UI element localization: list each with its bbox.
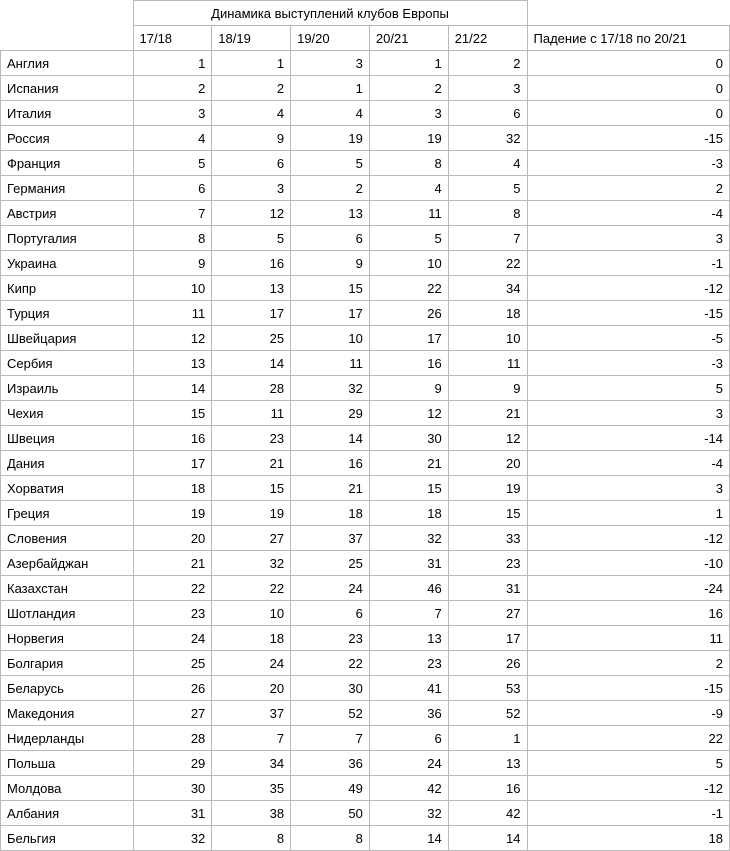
rank-cell: 11 — [448, 351, 527, 376]
table-row — [1, 801, 730, 826]
table-row — [1, 201, 730, 226]
rank-cell: 14 — [448, 826, 527, 851]
title-row-spacer-right — [527, 1, 730, 26]
delta-cell: -3 — [527, 151, 730, 176]
table-row — [1, 576, 730, 601]
rank-cell: 10 — [291, 326, 370, 351]
rank-cell: 6 — [212, 151, 291, 176]
country-cell: Сербия — [1, 351, 134, 376]
delta-cell: 16 — [527, 601, 730, 626]
rank-cell: 12 — [212, 201, 291, 226]
delta-cell: -15 — [527, 301, 730, 326]
rank-cell: 2 — [448, 51, 527, 76]
table-row — [1, 326, 730, 351]
country-cell: Швеция — [1, 426, 134, 451]
rank-cell: 28 — [133, 726, 212, 751]
country-cell: Молдова — [1, 776, 134, 801]
rank-cell: 8 — [212, 826, 291, 851]
rank-cell: 4 — [369, 176, 448, 201]
rank-cell: 2 — [291, 176, 370, 201]
rank-cell: 9 — [133, 251, 212, 276]
country-cell: Украина — [1, 251, 134, 276]
rank-cell: 9 — [291, 251, 370, 276]
country-cell: Норвегия — [1, 626, 134, 651]
rank-cell: 16 — [369, 351, 448, 376]
delta-cell: -12 — [527, 276, 730, 301]
rank-cell: 14 — [133, 376, 212, 401]
rank-cell: 1 — [133, 51, 212, 76]
rank-cell: 23 — [133, 601, 212, 626]
rank-cell: 14 — [369, 826, 448, 851]
rank-cell: 18 — [369, 501, 448, 526]
rank-cell: 13 — [133, 351, 212, 376]
rank-cell: 23 — [291, 626, 370, 651]
country-cell: Франция — [1, 151, 134, 176]
country-cell: Бельгия — [1, 826, 134, 851]
table-row — [1, 76, 730, 101]
delta-cell: 0 — [527, 101, 730, 126]
table-row — [1, 101, 730, 126]
column-header-1819: 18/19 — [212, 26, 291, 51]
rank-cell: 25 — [133, 651, 212, 676]
rank-cell: 52 — [448, 701, 527, 726]
rank-cell: 30 — [369, 426, 448, 451]
rank-cell: 24 — [133, 626, 212, 651]
rank-cell: 42 — [369, 776, 448, 801]
rank-cell: 25 — [291, 551, 370, 576]
country-cell: Македония — [1, 701, 134, 726]
rank-cell: 27 — [133, 701, 212, 726]
table-row — [1, 176, 730, 201]
delta-cell: -10 — [527, 551, 730, 576]
rank-cell: 7 — [448, 226, 527, 251]
country-cell: Чехия — [1, 401, 134, 426]
delta-cell: -15 — [527, 126, 730, 151]
rank-cell: 15 — [133, 401, 212, 426]
rank-cell: 49 — [291, 776, 370, 801]
delta-cell: 11 — [527, 626, 730, 651]
rank-cell: 23 — [212, 426, 291, 451]
title-row-spacer — [1, 1, 134, 26]
rank-cell: 16 — [291, 451, 370, 476]
rank-cell: 9 — [369, 376, 448, 401]
rank-cell: 17 — [448, 626, 527, 651]
rank-cell: 16 — [448, 776, 527, 801]
rank-cell: 4 — [133, 126, 212, 151]
rank-cell: 37 — [212, 701, 291, 726]
rank-cell: 42 — [448, 801, 527, 826]
delta-cell: -1 — [527, 251, 730, 276]
table-row — [1, 251, 730, 276]
country-cell: Португалия — [1, 226, 134, 251]
table-row — [1, 501, 730, 526]
rank-cell: 6 — [369, 726, 448, 751]
rank-cell: 7 — [369, 601, 448, 626]
table-row — [1, 551, 730, 576]
rank-cell: 21 — [133, 551, 212, 576]
rank-cell: 9 — [212, 126, 291, 151]
table-row — [1, 651, 730, 676]
delta-cell: -12 — [527, 526, 730, 551]
rank-cell: 30 — [291, 676, 370, 701]
rank-cell: 28 — [212, 376, 291, 401]
rank-cell: 36 — [369, 701, 448, 726]
country-cell: Германия — [1, 176, 134, 201]
table-row — [1, 51, 730, 76]
delta-cell: 2 — [527, 176, 730, 201]
rank-cell: 26 — [369, 301, 448, 326]
rank-cell: 13 — [369, 626, 448, 651]
rank-cell: 35 — [212, 776, 291, 801]
rank-cell: 15 — [212, 476, 291, 501]
rank-cell: 2 — [369, 76, 448, 101]
table-row — [1, 726, 730, 751]
rank-cell: 46 — [369, 576, 448, 601]
country-cell: Шотландия — [1, 601, 134, 626]
country-cell: Азербайджан — [1, 551, 134, 576]
rank-cell: 10 — [212, 601, 291, 626]
country-cell: Хорватия — [1, 476, 134, 501]
delta-cell: -12 — [527, 776, 730, 801]
rank-cell: 3 — [369, 101, 448, 126]
rank-cell: 26 — [133, 676, 212, 701]
delta-cell: 18 — [527, 826, 730, 851]
rank-cell: 32 — [133, 826, 212, 851]
rank-cell: 11 — [212, 401, 291, 426]
rank-cell: 38 — [212, 801, 291, 826]
table-row — [1, 701, 730, 726]
table-row — [1, 776, 730, 801]
delta-cell: 0 — [527, 76, 730, 101]
rank-cell: 7 — [133, 201, 212, 226]
rank-cell: 8 — [291, 826, 370, 851]
rank-cell: 20 — [448, 451, 527, 476]
country-cell: Беларусь — [1, 676, 134, 701]
country-cell: Россия — [1, 126, 134, 151]
table-row — [1, 676, 730, 701]
rank-cell: 31 — [448, 576, 527, 601]
rank-cell: 8 — [133, 226, 212, 251]
rank-cell: 13 — [212, 276, 291, 301]
rank-cell: 2 — [212, 76, 291, 101]
delta-cell: -3 — [527, 351, 730, 376]
rank-cell: 27 — [448, 601, 527, 626]
rank-cell: 7 — [291, 726, 370, 751]
rank-cell: 15 — [448, 501, 527, 526]
rank-cell: 8 — [369, 151, 448, 176]
rank-cell: 22 — [448, 251, 527, 276]
rank-cell: 32 — [369, 526, 448, 551]
country-cell: Израиль — [1, 376, 134, 401]
country-cell: Словения — [1, 526, 134, 551]
rank-cell: 15 — [291, 276, 370, 301]
column-header-2122: 21/22 — [448, 26, 527, 51]
rank-cell: 8 — [448, 201, 527, 226]
rank-cell: 31 — [133, 801, 212, 826]
rank-cell: 5 — [448, 176, 527, 201]
rank-cell: 3 — [448, 76, 527, 101]
rank-cell: 10 — [448, 326, 527, 351]
rank-cell: 19 — [369, 126, 448, 151]
rank-cell: 19 — [133, 501, 212, 526]
delta-cell: -4 — [527, 451, 730, 476]
rank-cell: 34 — [448, 276, 527, 301]
rank-cell: 17 — [291, 301, 370, 326]
column-header-country — [1, 26, 134, 51]
delta-cell: 3 — [527, 401, 730, 426]
rank-cell: 5 — [212, 226, 291, 251]
rank-cell: 22 — [133, 576, 212, 601]
rank-cell: 11 — [291, 351, 370, 376]
delta-cell: -15 — [527, 676, 730, 701]
rank-cell: 1 — [291, 76, 370, 101]
table-row — [1, 151, 730, 176]
country-cell: Турция — [1, 301, 134, 326]
rank-cell: 18 — [133, 476, 212, 501]
delta-cell: 0 — [527, 51, 730, 76]
rank-cell: 21 — [448, 401, 527, 426]
rank-cell: 53 — [448, 676, 527, 701]
rank-cell: 18 — [291, 501, 370, 526]
table-row — [1, 601, 730, 626]
country-cell: Болгария — [1, 651, 134, 676]
rank-cell: 23 — [369, 651, 448, 676]
table-body — [1, 51, 730, 851]
column-header-row — [1, 26, 730, 51]
country-cell: Италия — [1, 101, 134, 126]
rank-cell: 22 — [212, 576, 291, 601]
delta-cell: -24 — [527, 576, 730, 601]
rank-cell: 12 — [448, 426, 527, 451]
column-header-delta: Падение с 17/18 по 20/21 — [527, 26, 730, 51]
table-row — [1, 451, 730, 476]
rank-cell: 9 — [448, 376, 527, 401]
rank-cell: 6 — [291, 226, 370, 251]
rank-cell: 10 — [369, 251, 448, 276]
rank-cell: 37 — [291, 526, 370, 551]
rank-cell: 12 — [133, 326, 212, 351]
rank-cell: 24 — [369, 751, 448, 776]
rank-cell: 4 — [448, 151, 527, 176]
rank-cell: 31 — [369, 551, 448, 576]
rank-cell: 16 — [212, 251, 291, 276]
table-row — [1, 301, 730, 326]
rank-cell: 4 — [212, 101, 291, 126]
rank-cell: 5 — [133, 151, 212, 176]
rank-cell: 15 — [369, 476, 448, 501]
column-header-1920: 19/20 — [291, 26, 370, 51]
table-row — [1, 126, 730, 151]
rank-cell: 4 — [291, 101, 370, 126]
delta-cell: -1 — [527, 801, 730, 826]
rank-cell: 32 — [369, 801, 448, 826]
table-row — [1, 626, 730, 651]
rank-cell: 32 — [448, 126, 527, 151]
rank-cell: 1 — [212, 51, 291, 76]
rank-cell: 11 — [133, 301, 212, 326]
delta-cell: 22 — [527, 726, 730, 751]
table-row — [1, 526, 730, 551]
rank-cell: 34 — [212, 751, 291, 776]
rank-cell: 24 — [291, 576, 370, 601]
delta-cell: 2 — [527, 651, 730, 676]
rank-cell: 16 — [133, 426, 212, 451]
rank-cell: 19 — [448, 476, 527, 501]
country-cell: Австрия — [1, 201, 134, 226]
delta-cell: 3 — [527, 476, 730, 501]
column-header-2021: 20/21 — [369, 26, 448, 51]
delta-cell: -9 — [527, 701, 730, 726]
rank-cell: 14 — [212, 351, 291, 376]
rank-cell: 24 — [212, 651, 291, 676]
country-cell: Польша — [1, 751, 134, 776]
table-row — [1, 276, 730, 301]
rank-cell: 27 — [212, 526, 291, 551]
rank-cell: 21 — [212, 451, 291, 476]
delta-cell: 5 — [527, 376, 730, 401]
rank-cell: 6 — [133, 176, 212, 201]
country-cell: Англия — [1, 51, 134, 76]
rank-cell: 2 — [133, 76, 212, 101]
rank-cell: 17 — [212, 301, 291, 326]
rank-cell: 12 — [369, 401, 448, 426]
rank-cell: 50 — [291, 801, 370, 826]
rank-cell: 21 — [369, 451, 448, 476]
rank-cell: 6 — [448, 101, 527, 126]
rank-cell: 26 — [448, 651, 527, 676]
rank-cell: 5 — [369, 226, 448, 251]
rank-cell: 20 — [212, 676, 291, 701]
table-row — [1, 376, 730, 401]
table-row — [1, 351, 730, 376]
column-header-1718: 17/18 — [133, 26, 212, 51]
rank-cell: 13 — [448, 751, 527, 776]
country-cell: Албания — [1, 801, 134, 826]
rank-cell: 22 — [291, 651, 370, 676]
rank-cell: 29 — [133, 751, 212, 776]
table-row — [1, 476, 730, 501]
rank-cell: 30 — [133, 776, 212, 801]
table-row — [1, 226, 730, 251]
rank-cell: 52 — [291, 701, 370, 726]
rank-cell: 21 — [291, 476, 370, 501]
rank-cell: 41 — [369, 676, 448, 701]
table-row — [1, 401, 730, 426]
rank-cell: 1 — [369, 51, 448, 76]
table-row — [1, 426, 730, 451]
rank-cell: 20 — [133, 526, 212, 551]
delta-cell: -4 — [527, 201, 730, 226]
country-cell: Испания — [1, 76, 134, 101]
rank-cell: 7 — [212, 726, 291, 751]
rank-cell: 32 — [212, 551, 291, 576]
rank-cell: 1 — [448, 726, 527, 751]
rank-cell: 18 — [448, 301, 527, 326]
rank-cell: 32 — [291, 376, 370, 401]
rank-cell: 18 — [212, 626, 291, 651]
rank-cell: 3 — [212, 176, 291, 201]
table-title: Динамика выступлений клубов Европы — [133, 1, 527, 26]
country-cell: Дания — [1, 451, 134, 476]
rank-cell: 13 — [291, 201, 370, 226]
rank-cell: 33 — [448, 526, 527, 551]
rank-cell: 17 — [369, 326, 448, 351]
title-row — [1, 1, 730, 26]
rank-cell: 17 — [133, 451, 212, 476]
rank-cell: 5 — [291, 151, 370, 176]
delta-cell: -14 — [527, 426, 730, 451]
rank-cell: 19 — [291, 126, 370, 151]
table-row — [1, 751, 730, 776]
delta-cell: 3 — [527, 226, 730, 251]
rank-cell: 3 — [291, 51, 370, 76]
rank-cell: 19 — [212, 501, 291, 526]
table-row — [1, 826, 730, 851]
rank-cell: 25 — [212, 326, 291, 351]
country-cell: Кипр — [1, 276, 134, 301]
rank-cell: 29 — [291, 401, 370, 426]
country-cell: Греция — [1, 501, 134, 526]
delta-cell: -5 — [527, 326, 730, 351]
rank-cell: 23 — [448, 551, 527, 576]
delta-cell: 1 — [527, 501, 730, 526]
rank-cell: 3 — [133, 101, 212, 126]
country-cell: Швейцария — [1, 326, 134, 351]
rank-cell: 11 — [369, 201, 448, 226]
rank-cell: 10 — [133, 276, 212, 301]
rank-cell: 36 — [291, 751, 370, 776]
delta-cell: 5 — [527, 751, 730, 776]
rank-cell: 22 — [369, 276, 448, 301]
country-cell: Казахстан — [1, 576, 134, 601]
table-header — [1, 1, 730, 51]
rank-cell: 14 — [291, 426, 370, 451]
country-cell: Нидерланды — [1, 726, 134, 751]
rank-cell: 6 — [291, 601, 370, 626]
